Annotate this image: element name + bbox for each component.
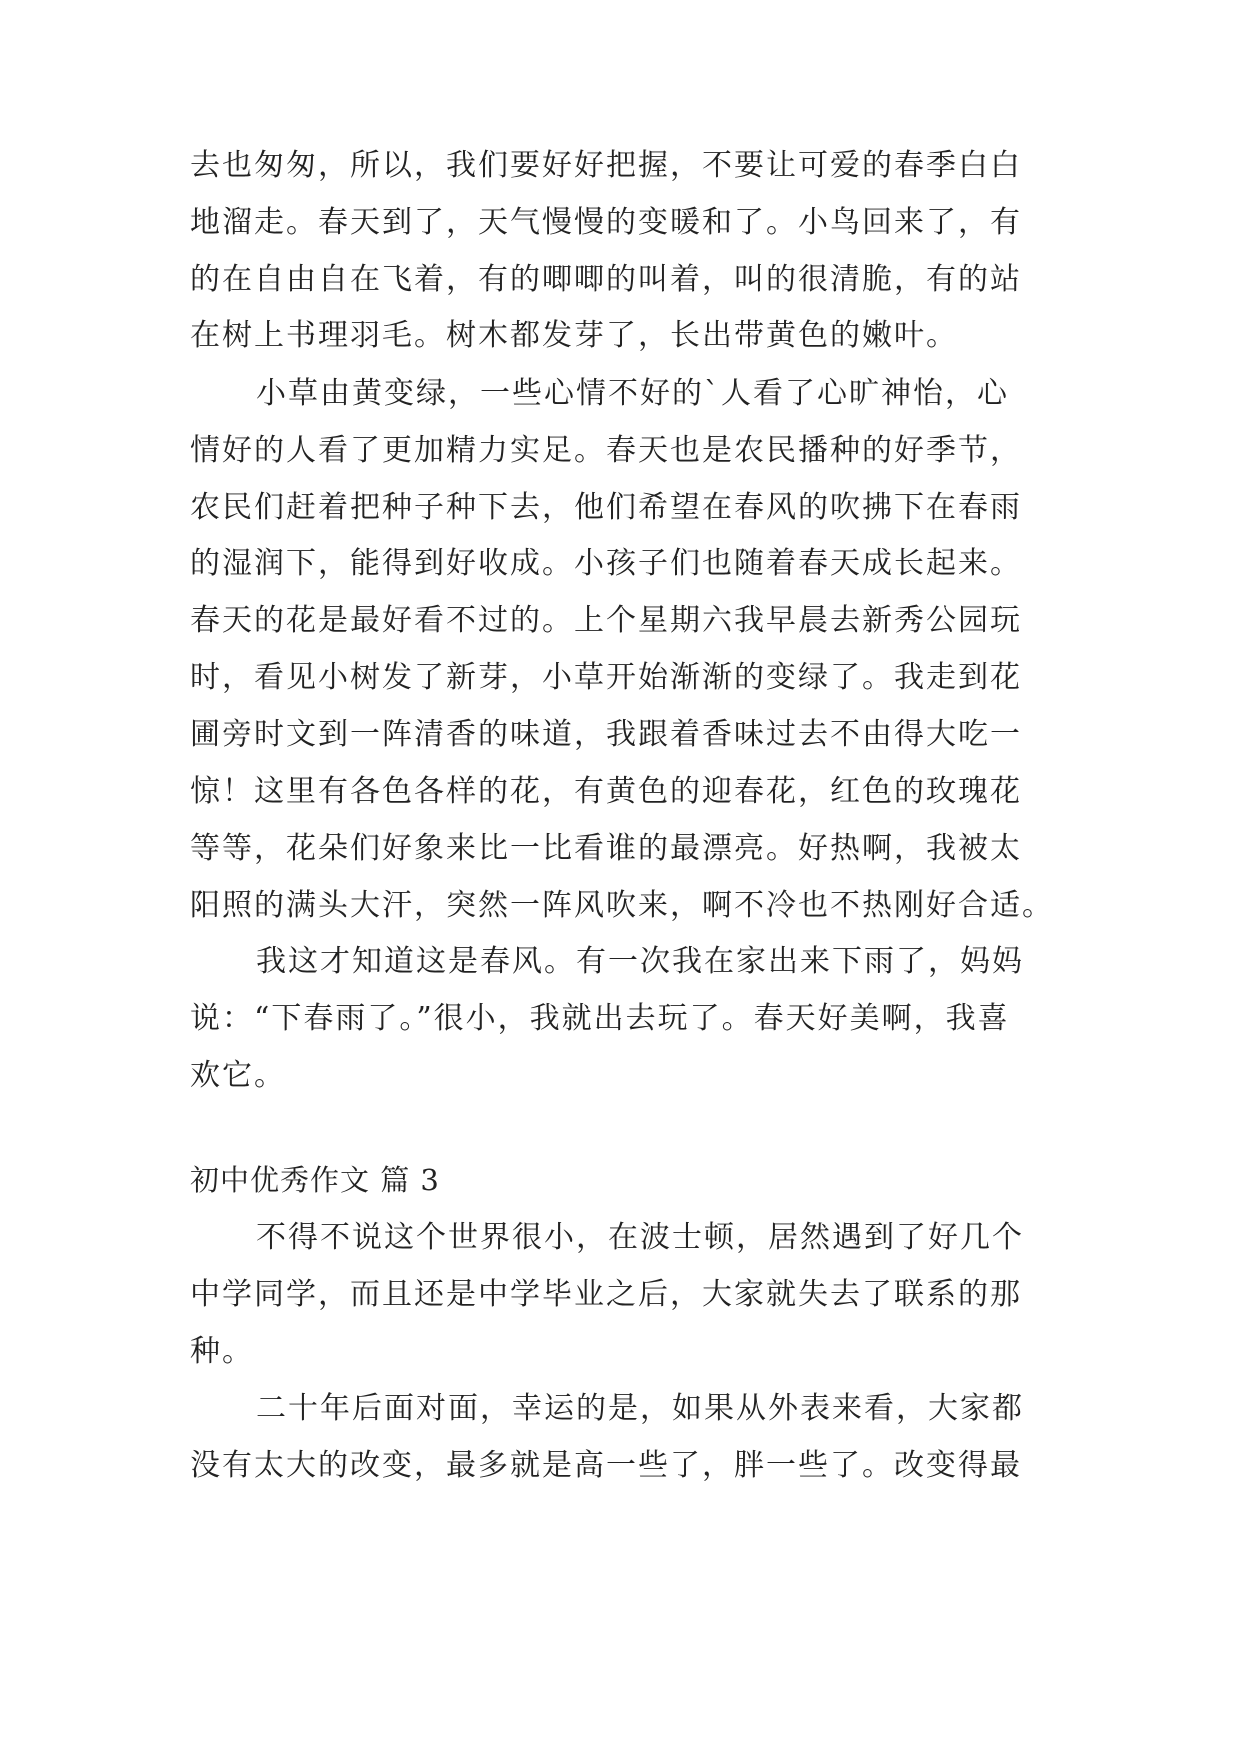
text-line: 去也匆匆，所以，我们要好好把握，不要让可爱的春季白白 [190,148,1022,183]
text-line: 地溜走。春天到了，天气慢慢的变暖和了。小鸟回来了，有 [190,205,1022,240]
text-line: 种。 [190,1334,254,1369]
text-line: 二十年后面对面，幸运的是，如果从外表来看，大家都 [256,1391,1024,1426]
text-line: 欢它。 [190,1058,286,1093]
text-line: 不得不说这个世界很小，在波士顿，居然遇到了好几个 [256,1220,1024,1255]
text-line: 情好的人看了更加精力实足。春天也是农民播种的好季节， [190,433,1022,468]
text-line: 我这才知道这是春风。有一次我在家出来下雨了，妈妈 [256,944,1024,979]
text-line: 没有太大的改变，最多就是高一些了，胖一些了。改变得最 [190,1448,1022,1483]
text-line: 阳照的满头大汗，突然一阵风吹来，啊不冷也不热刚好合适。 [190,888,1054,923]
text-line: 圃旁时文到一阵清香的味道，我跟着香味过去不由得大吃一 [190,717,1022,752]
text-line: 春天的花是最好看不过的。上个星期六我早晨去新秀公园玩 [190,603,1022,638]
text-line: 农民们赶着把种子种下去，他们希望在春风的吹拂下在春雨 [190,490,1022,525]
text-line: 惊！这里有各色各样的花，有黄色的迎春花，红色的玫瑰花 [190,774,1022,809]
text-line: 中学同学，而且还是中学毕业之后，大家就失去了联系的那 [190,1277,1022,1312]
text-line: 的湿润下，能得到好收成。小孩子们也随着春天成长起来。 [190,546,1022,581]
text-line: 在树上书理羽毛。树木都发芽了，长出带黄色的嫩叶。 [190,318,958,353]
text-line: 时，看见小树发了新芽，小草开始渐渐的变绿了。我走到花 [190,660,1022,695]
text-line: 小草由黄变绿，一些心情不好的`人看了心旷神怡，心 [256,376,1009,411]
section-heading: 初中优秀作文 篇 3 [190,1163,440,1197]
text-line: 等等，花朵们好象来比一比看谁的最漂亮。好热啊，我被太 [190,831,1022,866]
text-line: 说：“下春雨了。”很小，我就出去玩了。春天好美啊，我喜 [190,1001,1010,1036]
text-line: 的在自由自在飞着，有的唧唧的叫着，叫的很清脆，有的站 [190,262,1022,297]
